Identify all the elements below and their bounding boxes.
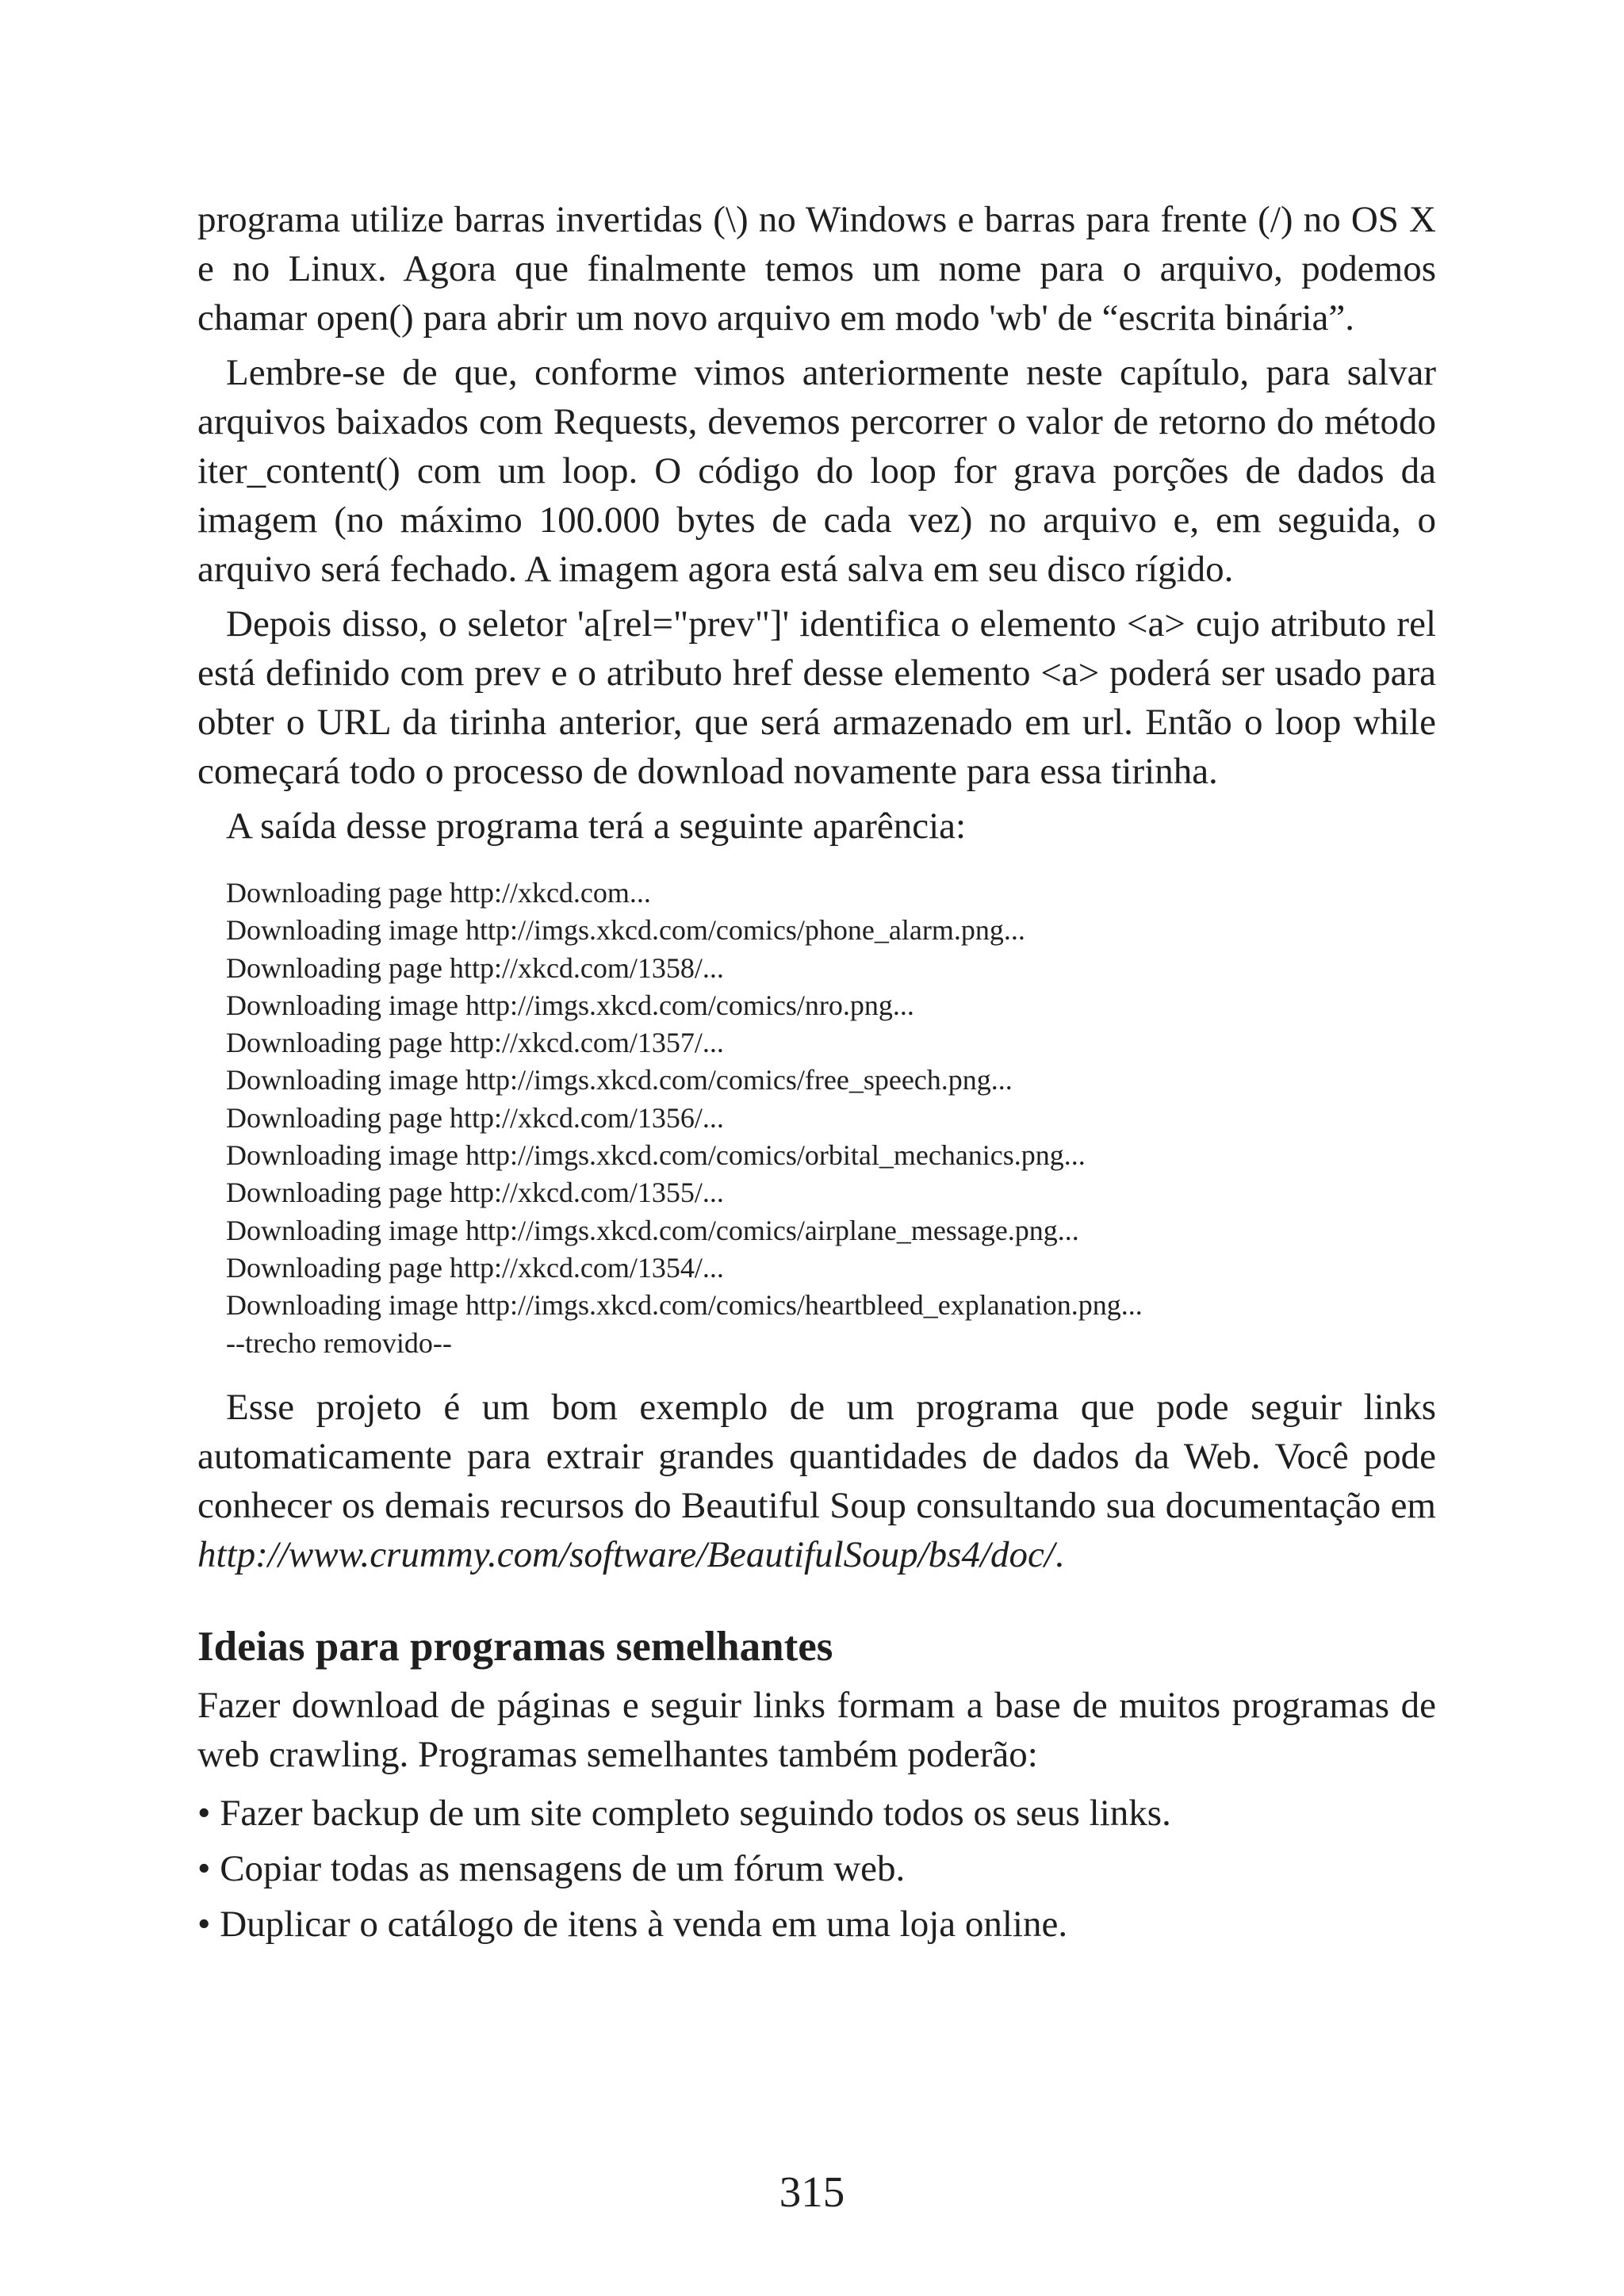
paragraph-prev-selector: Depois disso, o seletor 'a[rel="prev"]' identifica o elemento <a> cujo atributo rel está definido com prev e o atributo href desse elemento <a> poderá ser usado para obter o URL da tirinha anterior, que será armazenado em url. Então o loop while começará todo o processo de download novamente para essa tirinha. — [197, 603, 1436, 792]
output-line: Downloading page http://xkcd.com/1355/... — [226, 1177, 724, 1209]
output-line: Downloading page http://xkcd.com/1358/... — [226, 951, 724, 984]
page-body — [197, 195, 1436, 1952]
page-number: 315 — [779, 2168, 845, 2216]
paragraph-continuation: programa utilize barras invertidas (\) no Windows e barras para frente (/) no OS X e no Linux. Agora que finalmente temos um nome para o arquivo, podemos chamar open() para abrir um novo arquivo em modo 'wb' de “escrita binária”. — [197, 199, 1436, 339]
output-line: Downloading page http://xkcd.com... — [226, 877, 651, 909]
program-output-block — [226, 874, 1436, 1362]
list-item: • Copiar todas as mensagens de um fórum web. — [197, 1847, 906, 1889]
output-line: Downloading image http://imgs.xkcd.com/comics/free_speech.png... — [226, 1064, 1013, 1096]
output-line: Downloading image http://imgs.xkcd.com/comics/airplane_message.png... — [226, 1214, 1079, 1246]
list-item: • Duplicar o catálogo de itens à venda em uma loja online. — [197, 1903, 1068, 1945]
output-line: Downloading image http://imgs.xkcd.com/comics/nro.png... — [226, 989, 914, 1021]
paragraph-project-summary — [197, 1383, 1436, 1579]
ideas-list — [197, 1785, 1436, 1952]
paragraph-output-intro: A saída desse programa terá a seguinte aparência: — [226, 806, 967, 847]
output-line: Downloading page http://xkcd.com/1356/... — [226, 1101, 724, 1134]
summary-text: Esse projeto é um bom exemplo de um programa que pode seguir links automaticamente para extrair grandes quantidades de dados da Web. Você pode conhecer os demais recursos do Beautiful Soup consultando sua documentação em — [197, 1386, 1436, 1526]
output-line: Downloading image http://imgs.xkcd.com/comics/phone_alarm.png... — [226, 914, 1025, 947]
output-line: --trecho removido-- — [226, 1326, 452, 1359]
documentation-url[interactable]: http://www.crummy.com/software/BeautifulSoup/bs4/doc/ — [197, 1533, 1055, 1575]
output-line: Downloading image http://imgs.xkcd.com/comics/heartbleed_explanation.png... — [226, 1289, 1143, 1322]
output-line: Downloading image http://imgs.xkcd.com/comics/orbital_mechanics.png... — [226, 1139, 1086, 1172]
section-intro: Fazer download de páginas e seguir links formam a base de muitos programas de web crawling. Programas semelhantes também poderão: — [197, 1684, 1436, 1775]
list-item: • Fazer backup de um site completo seguindo todos os seus links. — [197, 1792, 1171, 1834]
output-line: Downloading page http://xkcd.com/1357/... — [226, 1027, 724, 1059]
output-line: Downloading page http://xkcd.com/1354/... — [226, 1251, 724, 1284]
paragraph-iter-content: Lembre-se de que, conforme vimos anteriormente neste capítulo, para salvar arquivos baixados com Requests, devemos percorrer o valor de retorno do método iter_content() com um loop. O código do loop for grava porções de dados da imagem (no máximo 100.000 bytes de cada vez) no arquivo e, em seguida, o arquivo será fechado. A imagem agora está salva em seu disco rígido. — [197, 352, 1436, 590]
section-heading: Ideias para programas semelhantes — [197, 1623, 833, 1670]
summary-end: . — [1054, 1533, 1064, 1575]
